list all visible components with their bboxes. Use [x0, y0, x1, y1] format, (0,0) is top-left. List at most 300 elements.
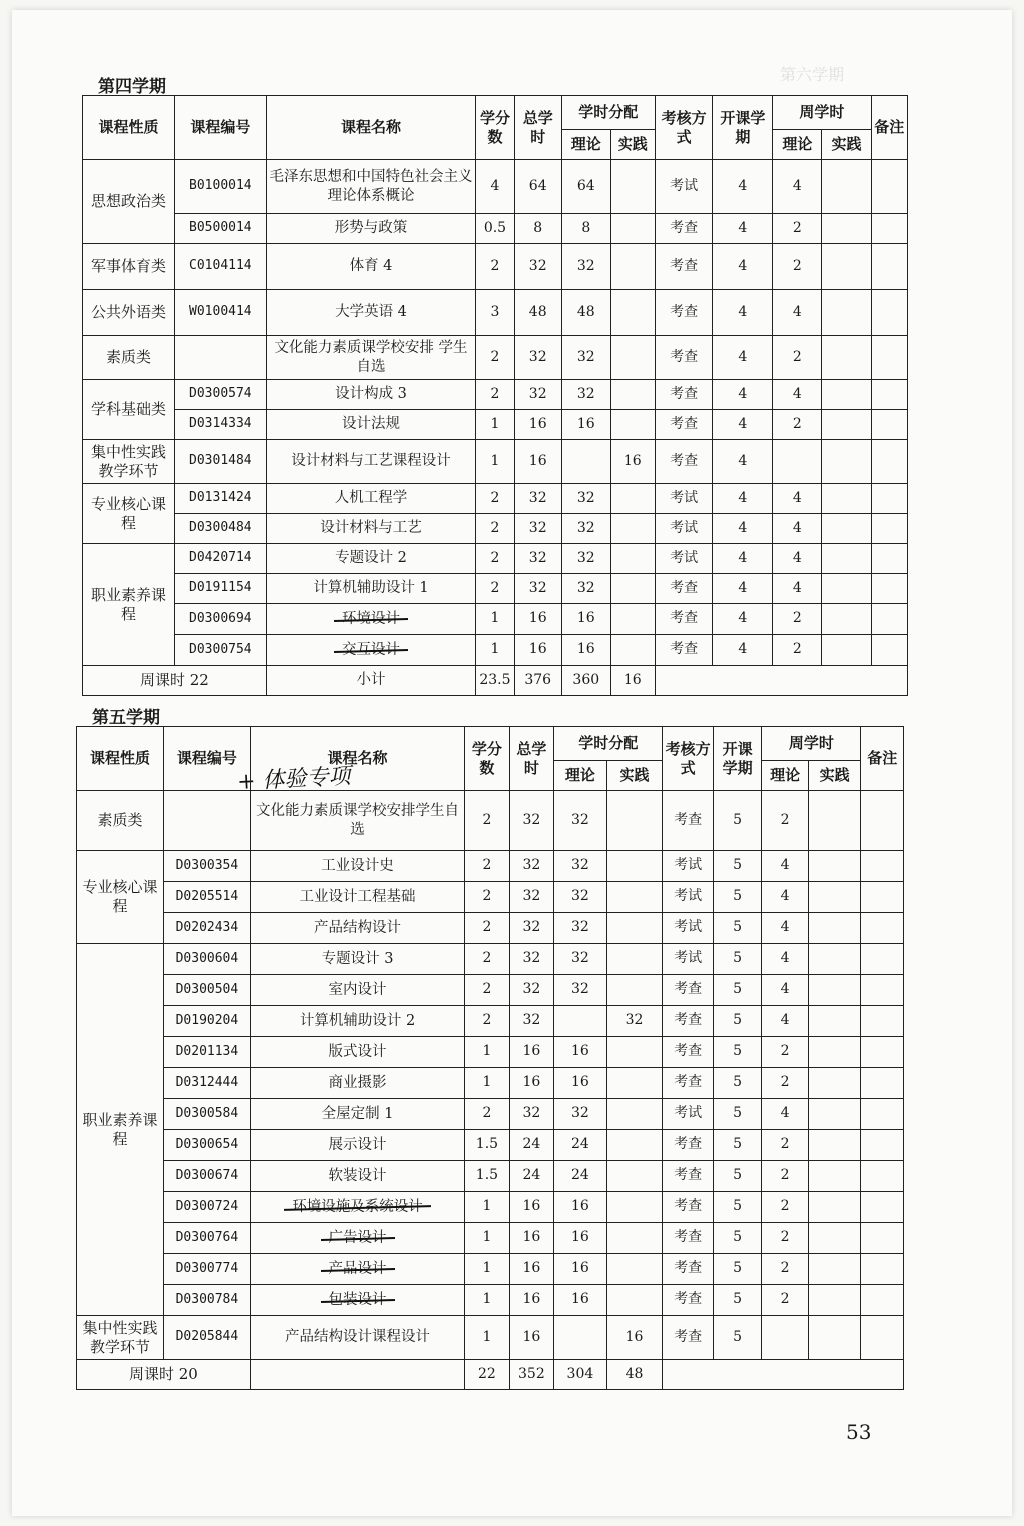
note-cell — [861, 1254, 904, 1285]
assessment-cell: 考查 — [655, 410, 713, 440]
practice-hours-cell — [610, 484, 655, 514]
total-hours-cell: 16 — [509, 1223, 553, 1254]
credit-cell: 2 — [476, 336, 514, 380]
assessment-cell: 考查 — [655, 604, 713, 635]
credit-cell: 2 — [465, 851, 509, 882]
term-cell: 5 — [713, 791, 762, 851]
course-name-cell — [250, 1223, 464, 1254]
term-cell: 5 — [713, 1161, 762, 1192]
practice-hours-cell — [610, 290, 655, 336]
subtotal-credit: 23.5 — [476, 666, 514, 696]
credit-cell: 2 — [465, 1099, 509, 1130]
assessment-cell: 考查 — [663, 1285, 714, 1316]
theory-hours-cell: 24 — [554, 1161, 607, 1192]
bleed-through-corner-label: 第六学期 — [780, 65, 845, 84]
practice-hours-cell — [606, 1254, 663, 1285]
practice-hours-cell — [610, 514, 655, 544]
theory-hours-cell: 32 — [554, 1099, 607, 1130]
practice-hours-cell — [606, 1161, 663, 1192]
practice-hours-cell — [606, 882, 663, 913]
practice-hours-cell: 16 — [606, 1316, 663, 1360]
note-cell — [871, 290, 907, 336]
assessment-cell: 考试 — [655, 514, 713, 544]
table-row — [77, 975, 904, 1006]
assessment-cell: 考试 — [663, 913, 714, 944]
weekly-theory-cell: 4 — [762, 1099, 809, 1130]
course-name-cell: 计算机辅助设计 2 — [250, 1006, 464, 1037]
note-cell — [871, 380, 907, 410]
weekly-theory-cell: 2 — [773, 410, 822, 440]
struck-text: 交互设计 — [342, 641, 400, 658]
weekly-practice-cell — [822, 214, 871, 244]
term-cell: 5 — [713, 1316, 762, 1360]
subtotal-credit: 22 — [465, 1360, 509, 1390]
course-code-cell: D0300674 — [163, 1161, 250, 1192]
assessment-cell: 考查 — [655, 635, 713, 666]
total-hours-cell: 8 — [514, 214, 561, 244]
term-cell: 4 — [713, 160, 773, 214]
table-row — [77, 1285, 904, 1316]
weekly-theory-cell: 2 — [762, 791, 809, 851]
note-cell — [871, 214, 907, 244]
weekly-theory-cell: 2 — [762, 1161, 809, 1192]
weekly-practice-cell — [808, 1068, 861, 1099]
theory-hours-cell: 32 — [554, 882, 607, 913]
assessment-cell: 考查 — [663, 1254, 714, 1285]
credit-cell: 1 — [465, 1223, 509, 1254]
table-row — [77, 1037, 904, 1068]
credit-cell: 1 — [465, 1316, 509, 1360]
credit-cell: 0.5 — [476, 214, 514, 244]
header-theory: 理论 — [554, 761, 607, 791]
credit-cell: 1 — [476, 604, 514, 635]
term-cell: 4 — [713, 484, 773, 514]
course-name-cell: 展示设计 — [250, 1130, 464, 1161]
credit-cell: 4 — [476, 160, 514, 214]
weekly-theory-cell: 4 — [773, 574, 822, 604]
weekly-theory-cell: 2 — [762, 1223, 809, 1254]
course-code-cell: B0500014 — [174, 214, 266, 244]
term-cell: 4 — [713, 214, 773, 244]
table-row — [83, 514, 908, 544]
course-name-cell: 室内设计 — [250, 975, 464, 1006]
total-hours-cell: 16 — [514, 440, 561, 484]
practice-hours-cell — [606, 1285, 663, 1316]
table-row — [83, 290, 908, 336]
assessment-cell: 考查 — [663, 975, 714, 1006]
weekly-practice-cell — [822, 380, 871, 410]
assessment-cell: 考查 — [655, 380, 713, 410]
weekly-practice-cell — [822, 604, 871, 635]
semester5-title: 第五学期 — [92, 708, 160, 728]
course-name-cell — [250, 1192, 464, 1223]
term-cell: 5 — [713, 1068, 762, 1099]
document-page — [12, 10, 1012, 1516]
note-cell — [871, 635, 907, 666]
course-code-cell: D0301484 — [174, 440, 266, 484]
table-row — [83, 440, 908, 484]
header-nature: 课程性质 — [83, 96, 175, 160]
note-cell — [871, 574, 907, 604]
theory-hours-cell: 16 — [554, 1223, 607, 1254]
total-hours-cell: 16 — [509, 1254, 553, 1285]
theory-hours-cell: 16 — [554, 1192, 607, 1223]
credit-cell: 1 — [465, 1068, 509, 1099]
course-category-cell: 学科基础类 — [83, 380, 175, 440]
course-name-cell: 文化能力素质课学校安排 学生自选 — [266, 336, 475, 380]
credit-cell: 1 — [476, 635, 514, 666]
assessment-cell: 考查 — [663, 1161, 714, 1192]
practice-hours-cell — [606, 791, 663, 851]
assessment-cell: 考试 — [663, 882, 714, 913]
header-practice: 实践 — [606, 761, 663, 791]
weekly-theory-cell: 4 — [762, 851, 809, 882]
subtotal-row — [77, 1360, 904, 1390]
practice-hours-cell — [610, 574, 655, 604]
semester5-table — [76, 726, 904, 1390]
term-cell: 5 — [713, 944, 762, 975]
header-note: 备注 — [871, 96, 907, 160]
credit-cell: 2 — [476, 544, 514, 574]
total-hours-cell: 16 — [509, 1316, 553, 1360]
weekly-practice-cell — [808, 1285, 861, 1316]
course-code-cell: D0300774 — [163, 1254, 250, 1285]
table-row — [77, 851, 904, 882]
theory-hours-cell: 32 — [561, 336, 610, 380]
credit-cell: 2 — [465, 913, 509, 944]
header-total-hours: 总学时 — [509, 727, 553, 791]
course-code-cell: D0205514 — [163, 882, 250, 913]
total-hours-cell: 16 — [509, 1068, 553, 1099]
practice-hours-cell — [606, 944, 663, 975]
practice-hours-cell — [610, 336, 655, 380]
term-cell: 5 — [713, 1099, 762, 1130]
header-nature: 课程性质 — [77, 727, 164, 791]
table-row — [83, 380, 908, 410]
course-name-cell: 软装设计 — [250, 1161, 464, 1192]
course-name-cell: 全屋定制 1 — [250, 1099, 464, 1130]
header-hours-split: 学时分配 — [561, 96, 655, 130]
note-cell — [861, 1130, 904, 1161]
weekly-practice-cell — [822, 544, 871, 574]
note-cell — [871, 160, 907, 214]
struck-text: 环境设施及系统设计 — [292, 1198, 423, 1215]
subtotal-label — [250, 1360, 464, 1390]
term-cell: 4 — [713, 336, 773, 380]
subtotal-total-hours: 376 — [514, 666, 561, 696]
course-code-cell: D0300484 — [174, 514, 266, 544]
course-code-cell: D0300784 — [163, 1285, 250, 1316]
course-code-cell: D0300574 — [174, 380, 266, 410]
header-theory: 理论 — [561, 130, 610, 160]
credit-cell: 2 — [476, 484, 514, 514]
total-hours-cell: 48 — [514, 290, 561, 336]
subtotal-label: 小计 — [266, 666, 475, 696]
table-row — [77, 1316, 904, 1360]
credit-cell: 2 — [476, 244, 514, 290]
total-hours-cell: 32 — [509, 1099, 553, 1130]
table-row — [83, 244, 908, 290]
course-name-cell: 文化能力素质课学校安排学生自选 — [250, 791, 464, 851]
assessment-cell: 考查 — [663, 1192, 714, 1223]
course-code-cell: D0300754 — [174, 635, 266, 666]
course-code-cell: D0314334 — [174, 410, 266, 440]
table-row — [77, 1006, 904, 1037]
weekly-practice-cell — [808, 975, 861, 1006]
assessment-cell: 考查 — [655, 440, 713, 484]
course-name-cell: 毛泽东思想和中国特色社会主义理论体系概论 — [266, 160, 475, 214]
course-name-cell: 形势与政策 — [266, 214, 475, 244]
course-code-cell: D0205844 — [163, 1316, 250, 1360]
note-cell — [861, 1161, 904, 1192]
weekly-theory-cell: 2 — [762, 1254, 809, 1285]
term-cell: 4 — [713, 380, 773, 410]
weekly-theory-cell: 2 — [762, 1285, 809, 1316]
subtotal-practice: 16 — [610, 666, 655, 696]
assessment-cell: 考查 — [663, 1223, 714, 1254]
handwritten-note: + 体验专项 — [236, 764, 352, 795]
course-code-cell: D0312444 — [163, 1068, 250, 1099]
weekly-practice-cell — [822, 410, 871, 440]
assessment-cell: 考试 — [663, 851, 714, 882]
table-row — [77, 1254, 904, 1285]
term-cell: 4 — [713, 635, 773, 666]
header-assess: 考核方式 — [663, 727, 714, 791]
course-name-cell: 产品结构设计 — [250, 913, 464, 944]
weekly-practice-cell — [808, 1037, 861, 1068]
weekly-practice-cell — [808, 1254, 861, 1285]
subtotal-row — [83, 666, 908, 696]
weekly-theory-cell — [773, 440, 822, 484]
term-cell: 4 — [713, 574, 773, 604]
weekly-theory-cell: 2 — [762, 1192, 809, 1223]
course-code-cell: W0100414 — [174, 290, 266, 336]
note-cell — [871, 514, 907, 544]
course-code-cell: B0100014 — [174, 160, 266, 214]
course-code-cell: D0300764 — [163, 1223, 250, 1254]
table-row — [77, 1099, 904, 1130]
total-hours-cell: 32 — [509, 791, 553, 851]
subtotal-theory: 304 — [554, 1360, 607, 1390]
struck-text: 广告设计 — [328, 1229, 387, 1246]
header-name: 课程名称 — [266, 96, 475, 160]
practice-hours-cell — [606, 1068, 663, 1099]
weekly-practice-cell — [822, 244, 871, 290]
credit-cell: 2 — [465, 1006, 509, 1037]
course-code-cell: D0191154 — [174, 574, 266, 604]
assessment-cell: 考试 — [655, 160, 713, 214]
term-cell: 5 — [713, 1006, 762, 1037]
note-cell — [871, 336, 907, 380]
weekly-theory-cell: 4 — [773, 160, 822, 214]
table-row — [83, 410, 908, 440]
term-cell: 5 — [713, 1037, 762, 1068]
weekly-practice-cell — [808, 1192, 861, 1223]
weekly-theory-cell: 4 — [773, 544, 822, 574]
course-name-cell: 大学英语 4 — [266, 290, 475, 336]
term-cell: 5 — [713, 1254, 762, 1285]
assessment-cell: 考查 — [663, 1006, 714, 1037]
assessment-cell: 考试 — [663, 944, 714, 975]
weekly-theory-cell — [762, 1316, 809, 1360]
note-cell — [871, 410, 907, 440]
header-code: 课程编号 — [174, 96, 266, 160]
course-name-cell: 设计法规 — [266, 410, 475, 440]
weekly-hours-label: 周课时 20 — [77, 1360, 251, 1390]
total-hours-cell: 32 — [514, 574, 561, 604]
weekly-practice-cell — [808, 1130, 861, 1161]
course-code-cell: C0104114 — [174, 244, 266, 290]
theory-hours-cell: 32 — [561, 244, 610, 290]
total-hours-cell: 24 — [509, 1161, 553, 1192]
note-cell — [871, 484, 907, 514]
credit-cell: 1.5 — [465, 1130, 509, 1161]
course-name-cell: 计算机辅助设计 1 — [266, 574, 475, 604]
course-category-cell: 职业素养课程 — [77, 944, 164, 1316]
theory-hours-cell — [554, 1006, 607, 1037]
header-credit: 学分数 — [476, 96, 514, 160]
theory-hours-cell: 32 — [561, 514, 610, 544]
theory-hours-cell: 32 — [554, 944, 607, 975]
note-cell — [861, 791, 904, 851]
note-cell — [871, 244, 907, 290]
table-row — [77, 791, 904, 851]
theory-hours-cell: 32 — [554, 913, 607, 944]
theory-hours-cell: 32 — [554, 851, 607, 882]
theory-hours-cell: 16 — [554, 1037, 607, 1068]
assessment-cell: 考查 — [655, 244, 713, 290]
weekly-theory-cell: 4 — [762, 913, 809, 944]
credit-cell: 2 — [476, 380, 514, 410]
header-weekly-practice: 实践 — [808, 761, 861, 791]
header-practice: 实践 — [610, 130, 655, 160]
weekly-practice-cell — [808, 913, 861, 944]
total-hours-cell: 16 — [509, 1285, 553, 1316]
term-cell: 5 — [713, 913, 762, 944]
weekly-practice-cell — [808, 882, 861, 913]
subtotal-practice: 48 — [606, 1360, 663, 1390]
term-cell: 5 — [713, 975, 762, 1006]
table-row — [77, 1192, 904, 1223]
total-hours-cell: 32 — [514, 380, 561, 410]
weekly-theory-cell: 2 — [773, 336, 822, 380]
course-code-cell: D0420714 — [174, 544, 266, 574]
weekly-practice-cell — [822, 635, 871, 666]
weekly-theory-cell: 4 — [762, 975, 809, 1006]
page-number: 53 — [846, 1420, 872, 1444]
assessment-cell: 考试 — [655, 544, 713, 574]
course-code-cell: D0300354 — [163, 851, 250, 882]
weekly-theory-cell: 2 — [773, 635, 822, 666]
course-category-cell: 素质类 — [83, 336, 175, 380]
total-hours-cell: 32 — [514, 514, 561, 544]
course-category-cell: 集中性实践教学环节 — [77, 1316, 164, 1360]
header-weekly-theory: 理论 — [762, 761, 809, 791]
total-hours-cell: 64 — [514, 160, 561, 214]
weekly-practice-cell — [808, 944, 861, 975]
header-term: 开课学期 — [713, 96, 773, 160]
note-cell — [861, 882, 904, 913]
course-category-cell: 公共外语类 — [83, 290, 175, 336]
weekly-theory-cell: 2 — [762, 1037, 809, 1068]
term-cell: 4 — [713, 410, 773, 440]
practice-hours-cell — [610, 244, 655, 290]
semester4-title: 第四学期 — [98, 77, 166, 97]
course-name-cell: 商业摄影 — [250, 1068, 464, 1099]
theory-hours-cell: 16 — [561, 635, 610, 666]
course-name-cell: 版式设计 — [250, 1037, 464, 1068]
note-cell — [871, 604, 907, 635]
table-row — [83, 336, 908, 380]
credit-cell: 1 — [476, 440, 514, 484]
table-row — [83, 635, 908, 666]
credit-cell: 1.5 — [465, 1161, 509, 1192]
course-name-cell: 设计材料与工艺课程设计 — [266, 440, 475, 484]
term-cell: 4 — [713, 514, 773, 544]
weekly-practice-cell — [808, 1006, 861, 1037]
course-code-cell — [163, 791, 250, 851]
term-cell: 4 — [713, 604, 773, 635]
weekly-theory-cell: 2 — [773, 244, 822, 290]
weekly-theory-cell: 2 — [773, 604, 822, 635]
assessment-cell: 考查 — [663, 1037, 714, 1068]
subtotal-empty — [663, 1360, 904, 1390]
credit-cell: 2 — [465, 944, 509, 975]
theory-hours-cell: 32 — [561, 484, 610, 514]
weekly-theory-cell: 4 — [773, 380, 822, 410]
struck-text: 包装设计 — [328, 1291, 387, 1308]
practice-hours-cell — [610, 544, 655, 574]
course-code-cell: D0300654 — [163, 1130, 250, 1161]
table-row — [77, 1223, 904, 1254]
weekly-theory-cell: 4 — [762, 1006, 809, 1037]
theory-hours-cell: 16 — [561, 410, 610, 440]
note-cell — [861, 1068, 904, 1099]
course-code-cell: D0202434 — [163, 913, 250, 944]
credit-cell: 1 — [465, 1254, 509, 1285]
course-code-cell: D0190204 — [163, 1006, 250, 1037]
practice-hours-cell — [606, 1223, 663, 1254]
theory-hours-cell: 32 — [554, 791, 607, 851]
course-code-cell: D0300504 — [163, 975, 250, 1006]
note-cell — [861, 1285, 904, 1316]
course-code-cell — [174, 336, 266, 380]
total-hours-cell: 32 — [509, 975, 553, 1006]
credit-cell: 1 — [465, 1285, 509, 1316]
course-name-cell: 体育 4 — [266, 244, 475, 290]
practice-hours-cell — [610, 604, 655, 635]
table-row — [83, 604, 908, 635]
course-name-cell: 设计构成 3 — [266, 380, 475, 410]
note-cell — [871, 544, 907, 574]
assessment-cell: 考查 — [655, 214, 713, 244]
course-code-cell: D0300694 — [174, 604, 266, 635]
header-assess: 考核方式 — [655, 96, 713, 160]
weekly-theory-cell: 4 — [773, 290, 822, 336]
assessment-cell: 考查 — [663, 1068, 714, 1099]
header-code: 课程编号 — [163, 727, 250, 791]
weekly-practice-cell — [808, 851, 861, 882]
term-cell: 5 — [713, 1192, 762, 1223]
practice-hours-cell — [610, 410, 655, 440]
note-cell — [861, 1192, 904, 1223]
credit-cell: 1 — [476, 410, 514, 440]
practice-hours-cell: 16 — [610, 440, 655, 484]
total-hours-cell: 24 — [509, 1130, 553, 1161]
course-name-cell: 设计材料与工艺 — [266, 514, 475, 544]
subtotal-empty — [655, 666, 907, 696]
header-weekly-theory: 理论 — [773, 130, 822, 160]
